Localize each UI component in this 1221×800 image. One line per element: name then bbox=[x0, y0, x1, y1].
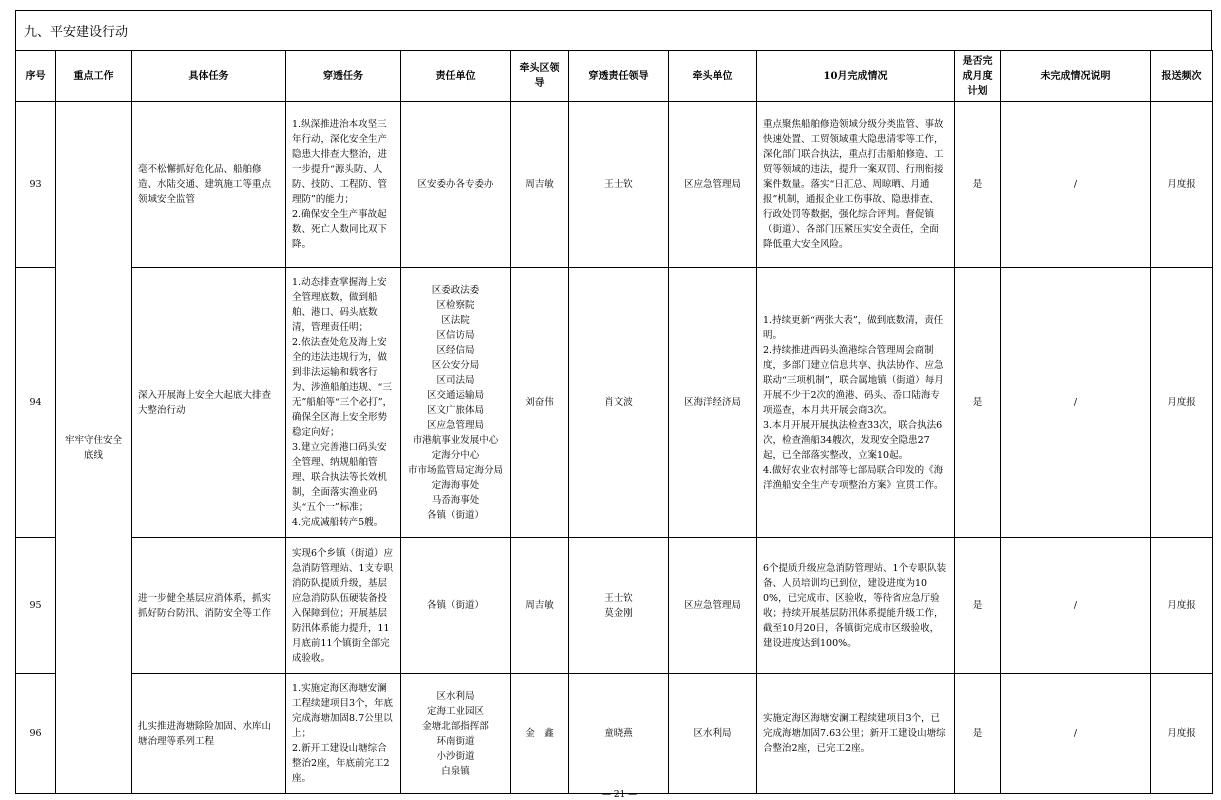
lead-leader-cell: 周吉敏 bbox=[511, 538, 569, 674]
lead-unit-cell: 区水利局 bbox=[669, 674, 757, 794]
penetration-line: 1.实施定海区海塘安澜工程续建项目3个，年底完成海塘加固8.7公里以上； bbox=[292, 683, 394, 739]
penetration-line: 2.依法查处危及海上安全的违法违规行为，做到非法运输和载客行为、涉渔船舶违规、“三无”船舶等“三个必打”，确保全区海上安全形势稳定向好； bbox=[292, 337, 393, 438]
unit-line: 区文广旅体局 bbox=[426, 404, 484, 416]
penetration-line: 1.动态排查掌握海上安全管理底数，做到船舶、港口、码头底数清，管理责任明； bbox=[292, 277, 387, 333]
done-cell: 是 bbox=[955, 538, 1001, 674]
pen-leader-cell bbox=[569, 268, 669, 538]
header-pen-leader: 穿透责任领导 bbox=[569, 51, 669, 102]
lead-unit-cell: 区应急管理局 bbox=[669, 102, 757, 268]
note-cell: / bbox=[1001, 674, 1151, 794]
units-cell bbox=[401, 268, 511, 538]
unit-line: 区司法局 bbox=[436, 374, 475, 386]
penetration-line: 3.建立完善港口码头安全管理、纳规船舶管理、联合执法等长效机制，全面落实渔业码头“五个一”标准； bbox=[292, 442, 388, 513]
unit-line: 区公安分局 bbox=[431, 359, 480, 371]
penetration-cell bbox=[286, 268, 401, 538]
task-cell: 深入开展海上安全大起底大排查大整治行动 bbox=[132, 268, 286, 538]
header-done: 是否完成月度计划 bbox=[955, 51, 1001, 102]
unit-line: 区交通运输局 bbox=[426, 389, 484, 401]
progress-cell bbox=[757, 268, 955, 538]
units-cell bbox=[401, 102, 511, 268]
table-row bbox=[16, 268, 1213, 538]
unit-line: 各镇（街道） bbox=[426, 600, 484, 611]
header-note: 未完成情况说明 bbox=[1001, 51, 1151, 102]
header-lead-leader: 牵头区领导 bbox=[511, 51, 569, 102]
unit-line: 区检察院 bbox=[436, 299, 475, 311]
pen-leader-line: 王士钦 bbox=[604, 592, 633, 604]
done-cell: 是 bbox=[955, 102, 1001, 268]
penetration-line: 2.新开工建设山塘综合整治2座，年底前完工2座。 bbox=[292, 743, 390, 784]
table-row bbox=[16, 538, 1213, 674]
progress-line: 3.本月开展开展执法检查33次，联合执法6次，检查渔船34艘次，发现安全隐患27起，已全部落实整改，立案10起。 bbox=[763, 419, 943, 461]
row-number: 93 bbox=[16, 102, 56, 268]
unit-line: 区委政法委 bbox=[431, 284, 480, 296]
note-cell: / bbox=[1001, 538, 1151, 674]
note-cell: / bbox=[1001, 102, 1151, 268]
header-lead-unit: 牵头单位 bbox=[669, 51, 757, 102]
pen-leader-line: 肖文波 bbox=[604, 397, 633, 408]
freq-cell: 月度报 bbox=[1151, 102, 1213, 268]
unit-line: 区法院 bbox=[441, 314, 470, 326]
penetration-line: 4.完成减船转产5艘。 bbox=[292, 517, 384, 528]
header-key-work: 重点工作 bbox=[56, 51, 132, 102]
header-progress: 10月完成情况 bbox=[757, 51, 955, 102]
progress-line: 2.持续推进西码头渔港综合管理周会商制度，多部门建立信息共享、执法协作、应急联动“三项机制”，联合属地镇（街道）每月开展不少于2次的渔港、码头、岙口陆海专项巡查，本月共开展会商3次。 bbox=[763, 344, 944, 416]
row-number: 94 bbox=[16, 268, 56, 538]
freq-cell: 月度报 bbox=[1151, 538, 1213, 674]
unit-line: 小沙街道 bbox=[436, 750, 475, 762]
task-cell: 进一步健全基层应消体系，抓实抓好防台防汛、消防安全等工作 bbox=[132, 538, 286, 674]
section-title: 九、平安建设行动 bbox=[15, 10, 1212, 50]
unit-line: 区经信局 bbox=[436, 344, 475, 356]
unit-line: 各镇（街道） bbox=[426, 509, 484, 521]
header-units: 责任单位 bbox=[401, 51, 511, 102]
progress-cell: 实施定海区海塘安澜工程续建项目3个，已完成海塘加固7.63公里；新开工建设山塘综合整治2座，已完工2座。 bbox=[757, 674, 955, 794]
lead-unit-cell: 区海洋经济局 bbox=[669, 268, 757, 538]
pen-leader-line: 莫金刚 bbox=[604, 607, 633, 619]
progress-line: 1.持续更新“两张大表”，做到底数清，责任明。 bbox=[763, 314, 944, 341]
header-freq: 报送频次 bbox=[1151, 51, 1213, 102]
pen-leader-cell bbox=[569, 102, 669, 268]
table-row bbox=[16, 674, 1213, 794]
units-cell bbox=[401, 538, 511, 674]
pen-leader-cell bbox=[569, 538, 669, 674]
progress-line: 4.做好农业农村部等七部局联合印发的《海洋渔船安全生产专项整治方案》宣贯工作。 bbox=[763, 464, 944, 491]
unit-line: 马岙海事处 bbox=[431, 494, 480, 506]
unit-line: 区信访局 bbox=[436, 329, 475, 341]
table-row bbox=[16, 102, 1213, 268]
task-cell: 扎实推进海塘除险加固、水库山塘治理等系列工程 bbox=[132, 674, 286, 794]
page-number: — 21 — bbox=[602, 790, 638, 800]
penetration-line: 实现6个乡镇（街道）应急消防管理站、1支专职消防队提质升级，基层应急消防队伍硬装备投入保障到位；开展基层防汛体系能力提升，11月底前11个镇街全部完成验收。 bbox=[292, 547, 394, 664]
units-cell bbox=[401, 674, 511, 794]
row-number: 96 bbox=[16, 674, 56, 794]
progress-cell: 6个提质升级应急消防管理站、1个专职队装备、人员培训均已到位，建设进度为100%，已完成市、区验收，等待省应急厅验收；持续开展基层防汛体系提能升级工作，截至10月20日，各镇街完成市区级验收，建设进度达到100%。 bbox=[757, 538, 955, 674]
penetration-cell bbox=[286, 674, 401, 794]
progress-cell: 重点聚焦船舶修造领域分级分类监管、事故快速处置、工贸领域重大隐患清零等工作，深化部门联合执法，重点打击船舶修造、工贸等领域的违法，提升一案双罚、行刑衔接案件数量。落实“日汇总、周晾晒、月通报”机制，通报企业工伤事故、隐患排查、行政处罚等数据，强化综合评判。督促镇（街道）、各部门压紧压实安全责任，全面降低重大安全风险。 bbox=[757, 102, 955, 268]
penetration-line: 2.确保安全生产事故起数、死亡人数同比双下降。 bbox=[292, 209, 388, 250]
header-row bbox=[16, 51, 1213, 102]
done-cell: 是 bbox=[955, 268, 1001, 538]
pen-leader-line: 王士钦 bbox=[604, 179, 633, 190]
header-no: 序号 bbox=[16, 51, 56, 102]
unit-line: 区水利局 bbox=[436, 690, 475, 702]
task-table bbox=[15, 50, 1213, 794]
unit-line: 定海工业园区 bbox=[426, 705, 484, 717]
unit-line: 市港航事业发展中心 bbox=[412, 434, 499, 446]
header-task: 具体任务 bbox=[132, 51, 286, 102]
freq-cell: 月度报 bbox=[1151, 268, 1213, 538]
unit-line: 定海海事处 bbox=[431, 479, 480, 491]
key-work-cell: 牢牢守住安全底线 bbox=[56, 102, 132, 794]
unit-line: 环南街道 bbox=[436, 735, 475, 747]
task-cell: 毫不松懈抓好危化品、船舶修造、水陆交通、建筑施工等重点领域安全监管 bbox=[132, 102, 286, 268]
pen-leader-line: 童晓燕 bbox=[604, 728, 633, 739]
penetration-line: 1.纵深推进治本攻坚三年行动，深化安全生产隐患大排查大整治，进一步提升“源头防、人防、技防、工程防、管理防”的能力； bbox=[292, 119, 388, 205]
unit-line: 区应急管理局 bbox=[426, 419, 484, 431]
unit-line: 区安委办各专委办 bbox=[417, 179, 494, 190]
unit-line: 定海分中心 bbox=[431, 449, 480, 461]
unit-line: 白泉镇 bbox=[441, 765, 470, 777]
penetration-cell bbox=[286, 538, 401, 674]
lead-unit-cell: 区应急管理局 bbox=[669, 538, 757, 674]
penetration-cell bbox=[286, 102, 401, 268]
document-page bbox=[15, 10, 1212, 794]
unit-line: 市市场监管局定海分局 bbox=[407, 464, 503, 476]
lead-leader-cell: 刘奋伟 bbox=[511, 268, 569, 538]
lead-leader-cell: 金 鑫 bbox=[511, 674, 569, 794]
lead-leader-cell: 周吉敏 bbox=[511, 102, 569, 268]
pen-leader-cell bbox=[569, 674, 669, 794]
freq-cell: 月度报 bbox=[1151, 674, 1213, 794]
header-penetration: 穿透任务 bbox=[286, 51, 401, 102]
unit-line: 金塘北部指挥部 bbox=[422, 720, 489, 732]
done-cell: 是 bbox=[955, 674, 1001, 794]
row-number: 95 bbox=[16, 538, 56, 674]
note-cell: / bbox=[1001, 268, 1151, 538]
